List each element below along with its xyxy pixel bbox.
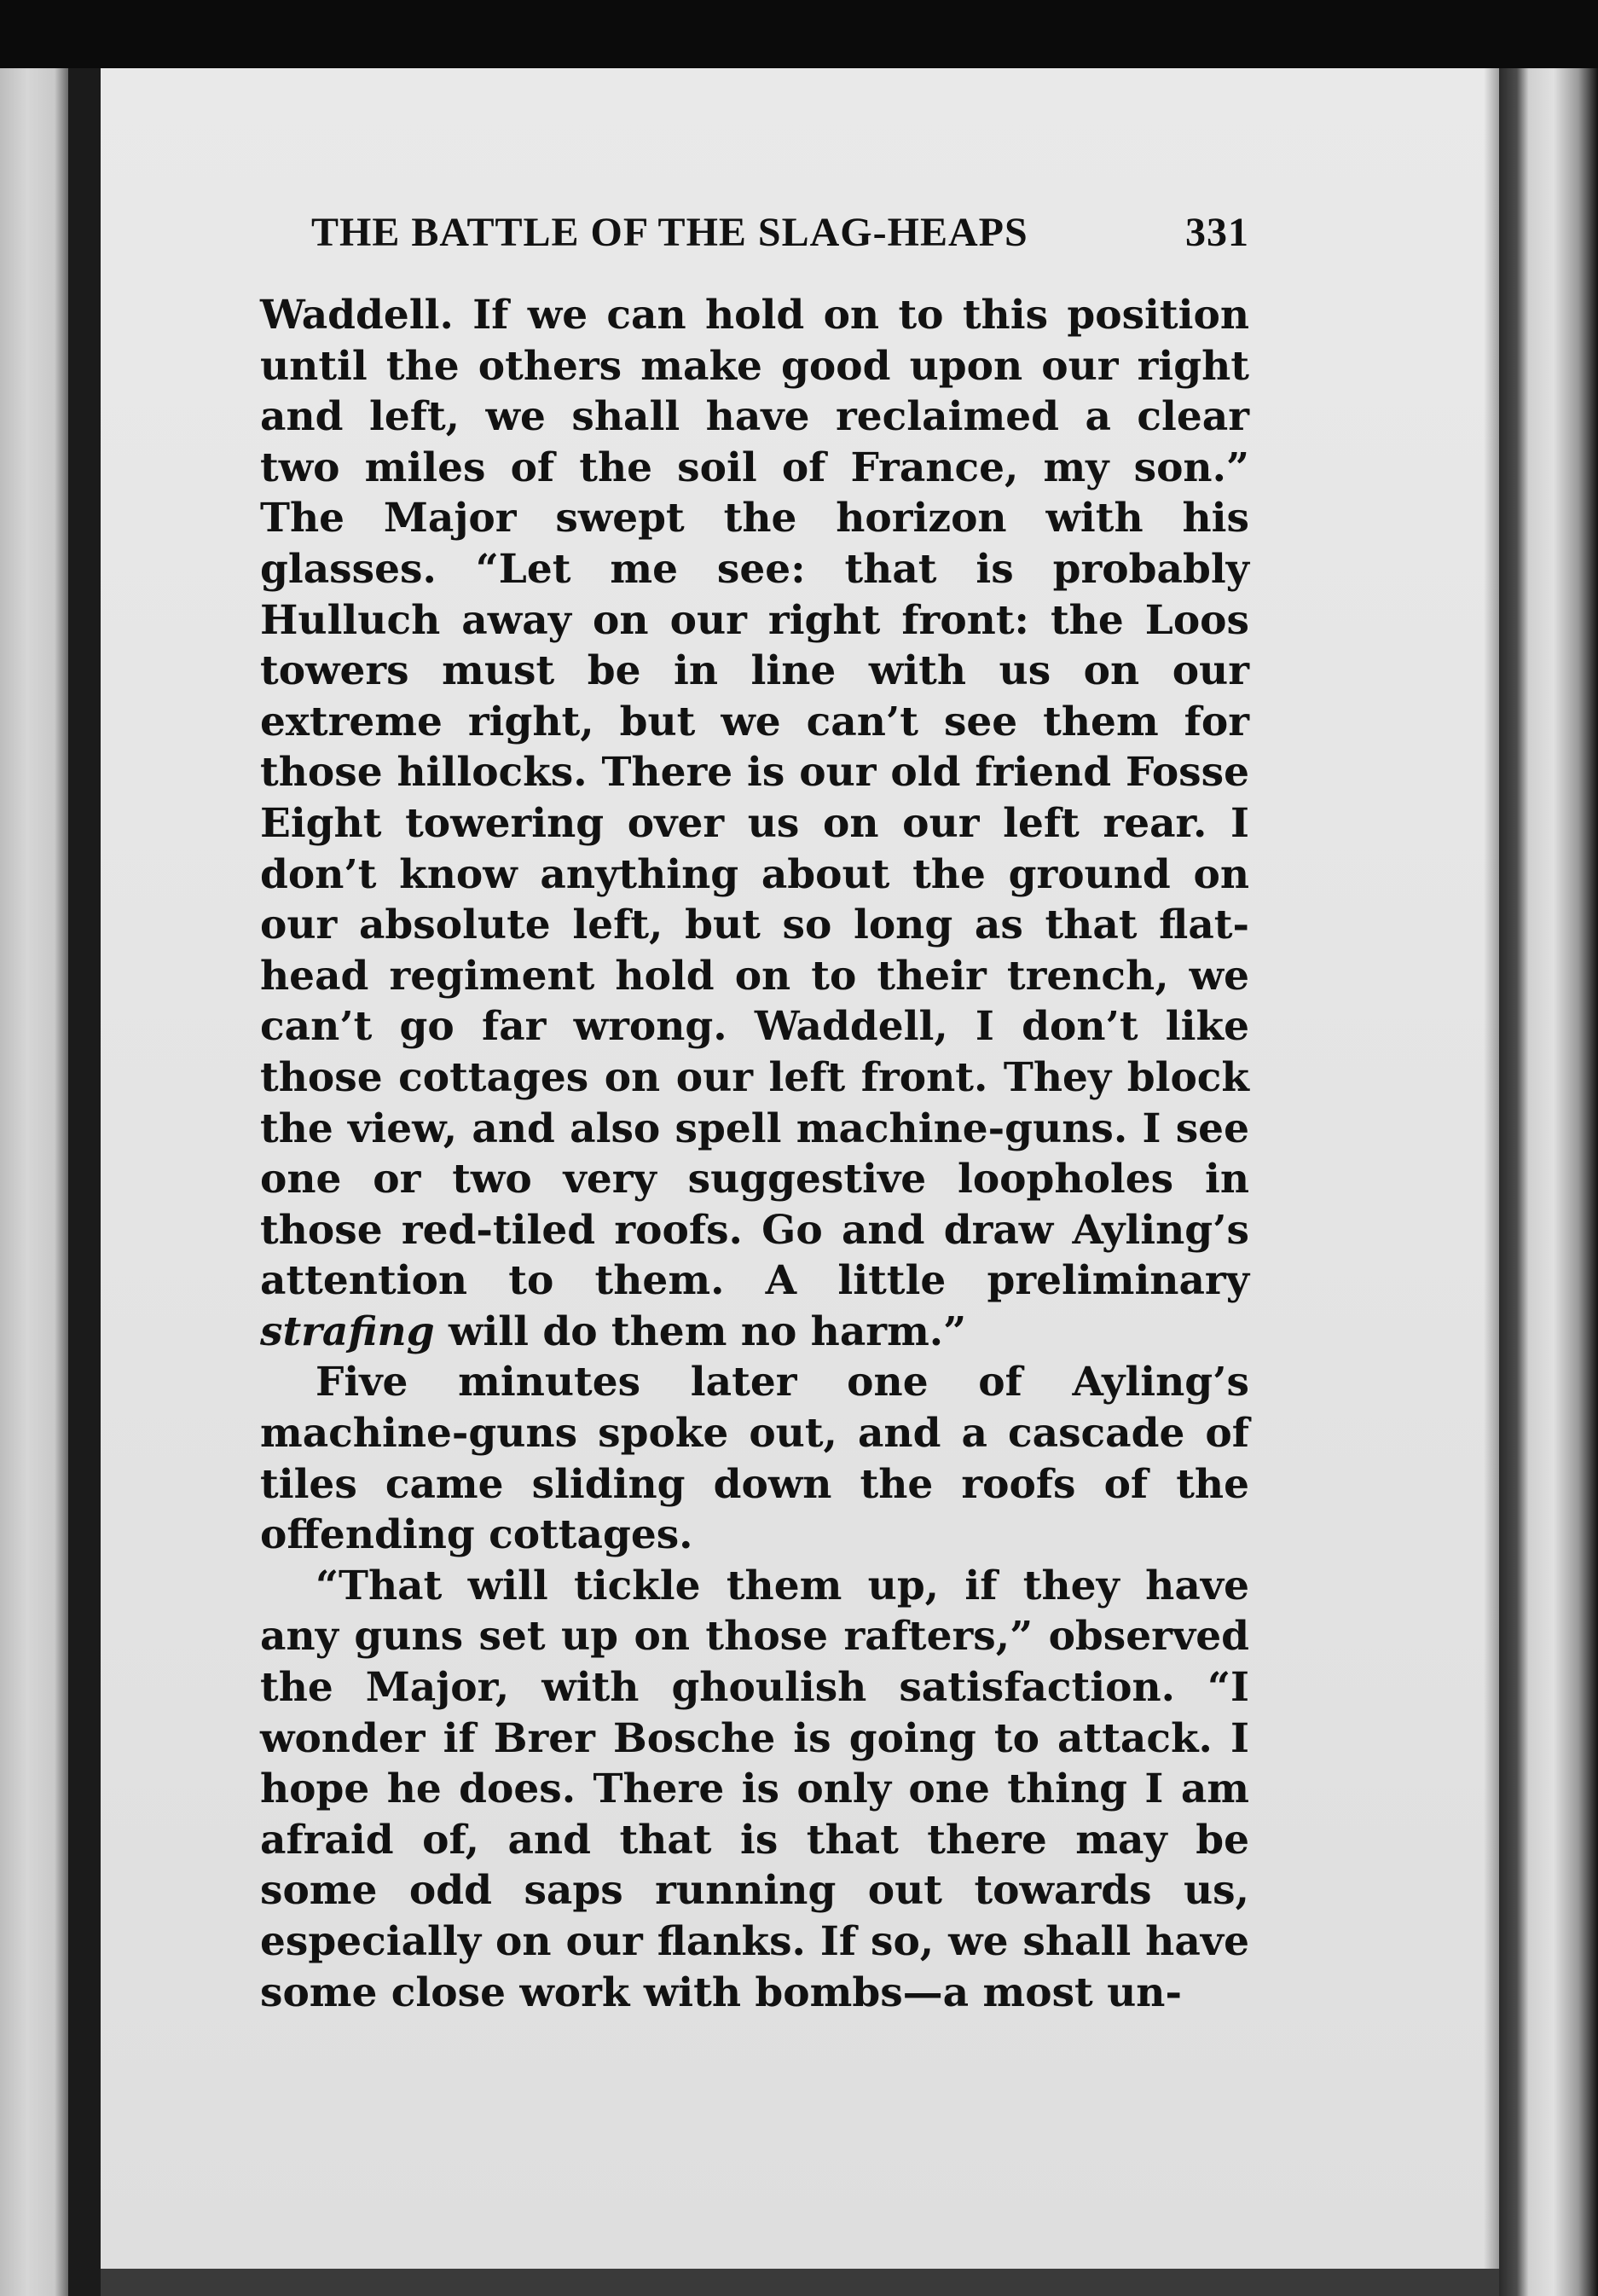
paragraph-1-ending: will do them no harm.” — [434, 1307, 967, 1355]
paragraph-2: Five minutes later one of Ayling’s machine-guns spoke out, and a cascade of tiles came sliding down the roofs of the offending cottages. — [260, 1359, 1249, 1559]
adjacent-page-edge — [0, 68, 68, 2296]
book-binding — [68, 68, 101, 2296]
page-stack-edge — [1499, 68, 1598, 2296]
scan-top-border — [0, 0, 1598, 68]
text-block — [260, 209, 1249, 2018]
paragraph-3: “That will tickle them up, if they have any guns set up on those rafters,” observed the Major, with ghoulish satisfaction. “I wonder if Brer Bosche is going to attack. I hope he does. There is only one thing I am afraid of, and that is that there may be some odd saps running out towards us, especially on our flanks. If so, we shall have some close work with bombs—a most un- — [260, 1562, 1249, 2016]
paragraph-1-text: Waddell. If we can hold on to this position until the others make good upon our right and left, we shall have reclaimed a clear two miles of the soil of France, my son.” The Major swept the horizon with his glasses. “Let me see: that is probably Hulluch away on our right front: the Loos towers must be in line with us on our extreme right, but we can’t see them for those hillocks. There is our old friend Fosse Eight towering over us on our left rear. I don’t know anything about the ground on our absolute left, but so long as that flat-head regiment hold on to their trench, we can’t go far wrong. Waddell, I don’t like those cottages on our left front. They block the view, and also spell machine-guns. I see one or two very suggestive loopholes in those red-tiled roofs. Go and draw Ayling’s attention to them. A little preliminary — [260, 292, 1249, 1305]
body-text — [260, 290, 1249, 2018]
paragraph-1 — [260, 290, 1249, 1357]
page-number: 331 — [1185, 210, 1249, 255]
running-head — [311, 209, 1249, 256]
italic-word: strafing — [260, 1307, 435, 1355]
page-shadow — [1484, 68, 1501, 2296]
scan-bottom-border — [101, 2269, 1499, 2296]
running-head-title: THE BATTLE OF THE SLAG-HEAPS — [311, 210, 1028, 255]
